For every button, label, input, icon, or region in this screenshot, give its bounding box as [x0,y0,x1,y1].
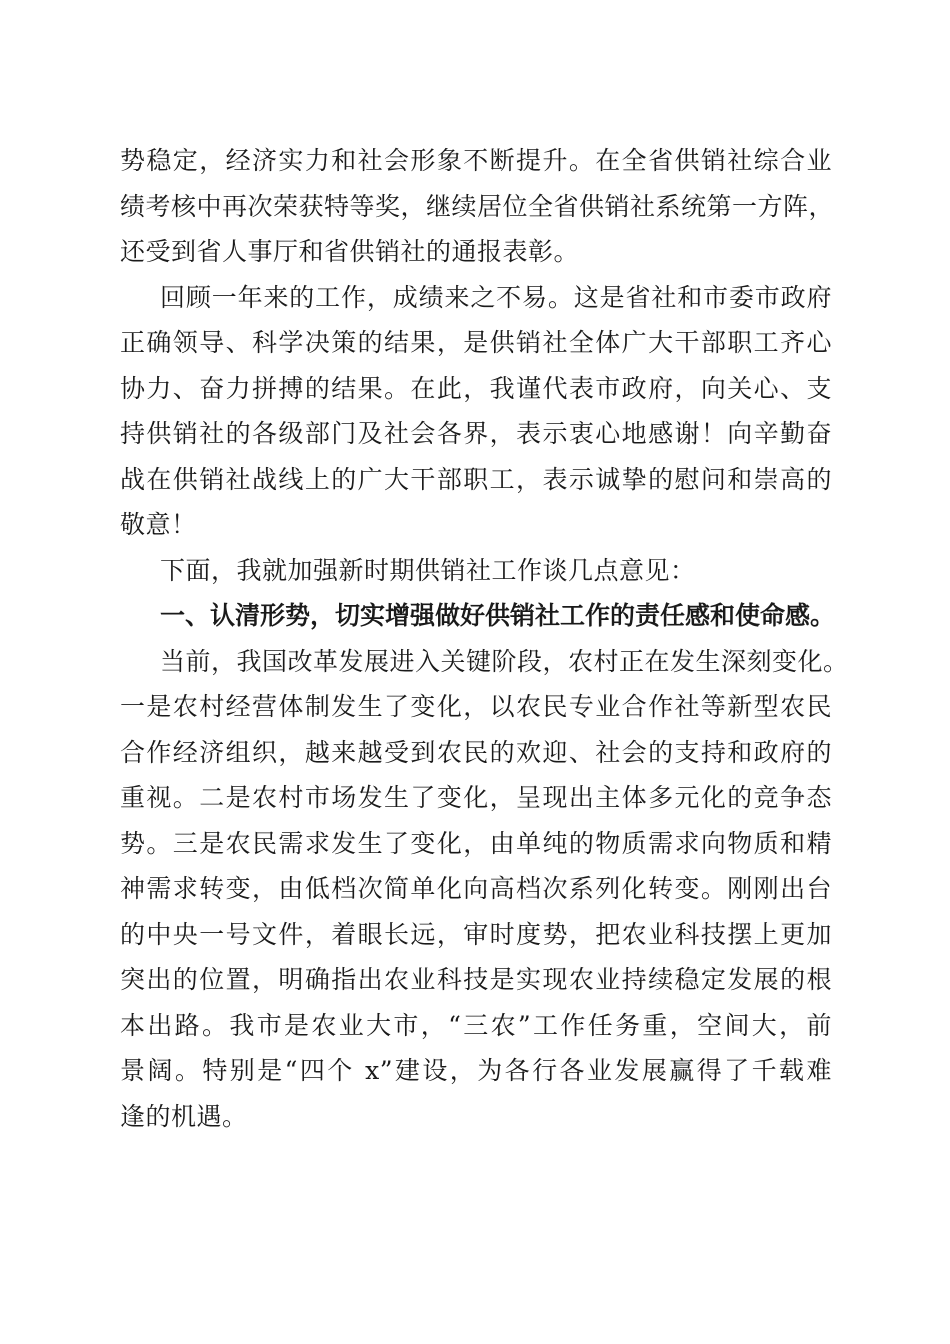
paragraph-line: 势稳定，经济实力和社会形象不断提升。在全省供销社综合业 [120,146,832,175]
section-heading: 一、认清形势，切实增强做好供销社工作的责任感和使命感。 [160,601,836,630]
paragraph-line: 回顾一年来的工作，成绩来之不易。这是省社和市委市政府 [160,282,832,312]
paragraph-line: 还受到省人事厅和省供销社的通报表彰。 [120,237,580,266]
paragraph-line: 本出路。我市是农业大市，“三农”工作任务重，空间大，前 [120,1010,832,1040]
paragraph-line: 势。三是农民需求发生了变化，由单纯的物质需求向物质和精 [120,828,832,858]
paragraph-line: 绩考核中再次荣获特等奖，继续居位全省供销社系统第一方阵， [120,191,835,221]
paragraph-line: 神需求转变，由低档次简单化向高档次系列化转变。刚刚出台 [120,874,832,903]
paragraph-line: 的中央一号文件，着眼长远，审时度势，把农业科技摆上更加 [120,919,832,949]
paragraph-line: 合作经济组织，越来越受到农民的欢迎、社会的支持和政府的 [120,737,832,767]
paragraph-line: 突出的位置，明确指出农业科技是实现农业持续稳定发展的根 [120,965,832,994]
paragraph-line: 协力、奋力拼搏的结果。在此，我谨代表市政府，向关心、支 [120,373,832,403]
paragraph-line: 战在供销社战线上的广大干部职工，表示诚挚的慰问和崇高的 [120,464,832,494]
paragraph-line: 持供销社的各级部门及社会各界，表示衷心地感谢！向辛勤奋 [120,419,832,448]
paragraph-line: 敬意！ [120,510,197,539]
paragraph-line: 正确领导、科学决策的结果，是供销社全体广大干部职工齐心 [120,328,832,357]
paragraph-line: 下面，我就加强新时期供销社工作谈几点意见： [160,555,696,585]
document-body [120,138,849,1139]
paragraph-line: 一是农村经营体制发生了变化，以农民专业合作社等新型农民 [120,692,832,721]
paragraph-line: 景阔。特别是“四个 x”建设，为各行各业发展赢得了千载难 [120,1056,832,1085]
paragraph-line: 当前，我国改革发展进入关键阶段，农村正在发生深刻变化。 [160,646,849,676]
paragraph-line: 重视。二是农村市场发生了变化，呈现出主体多元化的竞争态 [120,783,832,812]
paragraph-line: 逢的机遇。 [120,1101,248,1131]
